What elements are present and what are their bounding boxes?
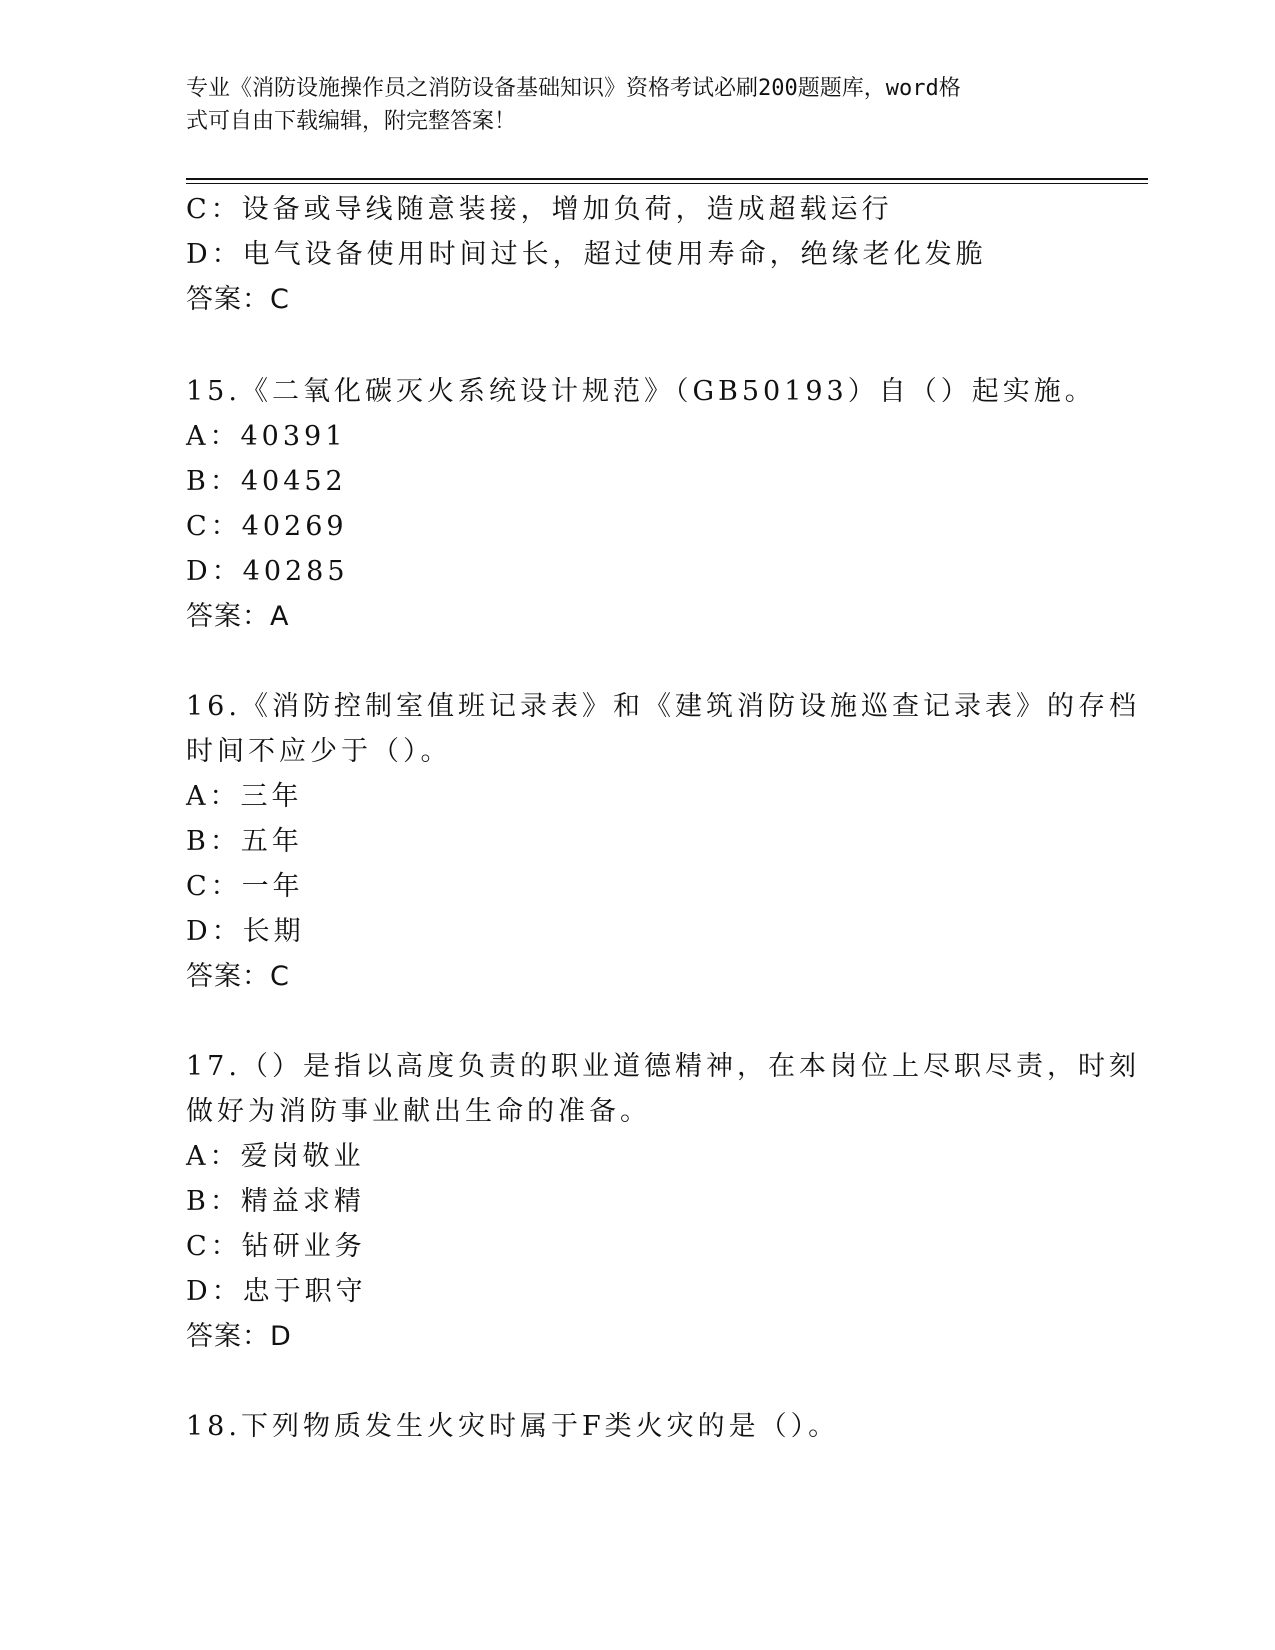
q16-option-b: B：五年 xyxy=(186,826,303,857)
q16-answer: 答案：C xyxy=(186,961,290,992)
q16-option-a: A：三年 xyxy=(186,781,303,812)
document-header xyxy=(186,72,1066,138)
q14-answer: 答案：C xyxy=(186,284,290,315)
q15-answer: 答案：A xyxy=(186,601,290,632)
q14-option-d: D：电气设备使用时间过长，超过使用寿命，绝缘老化发脆 xyxy=(186,239,987,270)
q16-question-line-2: 时间不应少于（）。 xyxy=(186,736,452,767)
q17-option-d: D：忠于职守 xyxy=(186,1276,367,1307)
q16-option-c: C：一年 xyxy=(186,871,304,902)
q15-option-c: C：40269 xyxy=(186,511,348,542)
q16-option-d: D：长期 xyxy=(186,916,305,947)
q15-option-a: A：40391 xyxy=(186,421,347,452)
header-line-2: 式可自由下载编辑，附完整答案！ xyxy=(186,109,517,134)
q17-option-b: B：精益求精 xyxy=(186,1186,365,1217)
header-divider-thick xyxy=(186,178,1148,180)
q17-option-a: A：爱岗敬业 xyxy=(186,1141,365,1172)
q17-option-c: C：钻研业务 xyxy=(186,1231,366,1262)
header-line-1: 专业《消防设施操作员之消防设备基础知识》资格考试必刷200题题库，word格 xyxy=(186,76,961,101)
q14-option-c: C：设备或导线随意装接，增加负荷，造成超载运行 xyxy=(186,194,893,225)
header-divider-thin xyxy=(186,183,1148,184)
q15-question: 15.《二氧化碳灭火系统设计规范》（GB50193）自（）起实施。 xyxy=(186,376,1096,407)
q17-question-line-2: 做好为消防事业献出生命的准备。 xyxy=(186,1096,651,1127)
q16-question-line-1: 16.《消防控制室值班记录表》和《建筑消防设施巡查记录表》的存档 xyxy=(186,691,1140,722)
q17-question-line-1: 17.（）是指以高度负责的职业道德精神，在本岗位上尽职尽责，时刻 xyxy=(186,1051,1140,1082)
q15-option-d: D：40285 xyxy=(186,556,349,587)
q17-answer: 答案：D xyxy=(186,1321,292,1352)
q18-question: 18.下列物质发生火灾时属于F类火灾的是（）。 xyxy=(186,1411,840,1442)
q15-option-b: B：40452 xyxy=(186,466,347,497)
